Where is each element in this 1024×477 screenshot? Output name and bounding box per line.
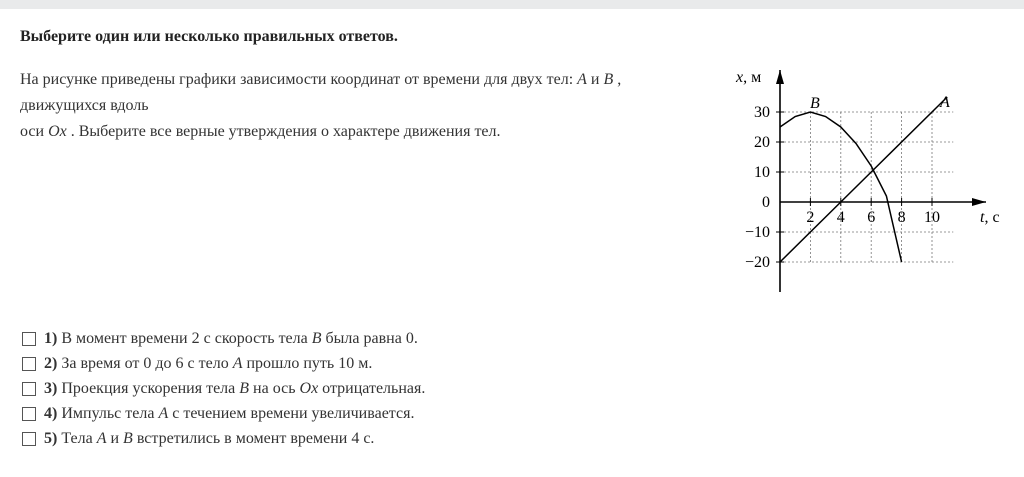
series-line-b — [780, 112, 902, 262]
x-tick-label: 6 — [867, 209, 876, 226]
y-tick-label: 10 — [754, 164, 770, 181]
answer-option-5[interactable] — [22, 426, 425, 451]
answer-checkbox-3[interactable] — [22, 382, 36, 396]
option-text-part: Тела — [61, 429, 97, 447]
option-text-part: и — [106, 429, 124, 447]
series-line-a — [780, 97, 947, 262]
question-line2: движущихся вдоль — [20, 97, 149, 114]
option-text-part: Ox — [299, 379, 319, 397]
question-part4: . Выберите все верные утверждения о характере движения тел. — [70, 123, 501, 140]
y-tick-label: −10 — [744, 224, 770, 241]
y-tick-label: 30 — [754, 104, 770, 121]
question-part1: На рисунке приведены графики зависимости координат от времени для двух тел: — [20, 71, 578, 88]
series-label-a: A — [940, 94, 950, 111]
option-text-part: отрицательная. — [318, 379, 426, 397]
x-axis-arrow — [972, 198, 986, 206]
answer-checkbox-1[interactable] — [22, 332, 36, 346]
y-axis-label — [735, 69, 761, 86]
option-text — [61, 430, 374, 448]
option-text-part: A — [96, 429, 107, 447]
x-tick-label: 2 — [806, 209, 815, 226]
option-number: 3) — [44, 379, 58, 397]
answer-checkbox-4[interactable] — [22, 407, 36, 421]
option-text-part: Проекция ускорения тела — [61, 379, 240, 397]
answer-option-2[interactable] — [22, 351, 425, 376]
option-text-part: B — [239, 379, 250, 397]
y-axis-label-var: x — [736, 69, 744, 86]
x-axis-label — [980, 209, 1000, 226]
option-number: 4) — [44, 404, 58, 422]
option-text-part: Импульс тела — [61, 404, 159, 422]
answer-option-4[interactable] — [22, 401, 425, 426]
question-part2: , — [617, 71, 622, 88]
y-tick-label: 0 — [762, 194, 770, 211]
graph-axes — [776, 70, 986, 292]
option-text-part: B — [311, 329, 322, 347]
body-a-name: A — [577, 71, 587, 88]
question-text — [20, 67, 720, 145]
series-label-b: B — [810, 95, 820, 112]
y-tick-label: −20 — [744, 254, 770, 271]
option-text-part: встретились в момент времени 4 с. — [132, 429, 375, 447]
question-part3: оси — [20, 123, 49, 140]
answer-checkbox-2[interactable] — [22, 357, 36, 371]
option-text-part: была равна 0. — [321, 329, 418, 347]
option-number: 2) — [44, 354, 58, 372]
graph-series — [780, 97, 947, 262]
option-text-part: A — [232, 354, 243, 372]
x-tick-label: 10 — [924, 209, 940, 226]
y-axis-label-unit: , м — [743, 69, 762, 86]
option-text — [61, 405, 414, 423]
coordinate-time-graph — [730, 62, 1010, 297]
option-text-part: прошло путь 10 м. — [242, 354, 373, 372]
option-text — [61, 330, 418, 348]
graph-grid — [780, 112, 953, 262]
option-number: 5) — [44, 429, 58, 447]
instruction-text: Выберите один или несколько правильных ответов. — [20, 28, 398, 45]
option-text-part: с течением времени увеличивается. — [168, 404, 415, 422]
y-axis-arrow — [776, 70, 784, 84]
graph-labels — [735, 69, 1000, 271]
answer-option-1[interactable] — [22, 326, 425, 351]
body-b-name: B — [603, 71, 614, 88]
answer-option-3[interactable] — [22, 376, 425, 401]
option-text-part: на ось — [249, 379, 300, 397]
x-tick-label: 8 — [897, 209, 906, 226]
option-text — [61, 380, 425, 398]
option-text-part: В момент времени 2 с скорость тела — [61, 329, 312, 347]
top-bar — [0, 0, 1024, 9]
x-tick-label: 4 — [836, 209, 845, 226]
option-text-part: B — [123, 429, 133, 447]
y-tick-label: 20 — [754, 134, 770, 151]
axis-name: Ox — [48, 123, 67, 140]
question-and: и — [590, 71, 604, 88]
x-axis-label-var: t — [980, 209, 985, 226]
answer-options — [22, 326, 425, 451]
option-text-part: За время от 0 до 6 с тело — [61, 354, 233, 372]
option-text-part: A — [158, 404, 169, 422]
answer-checkbox-5[interactable] — [22, 432, 36, 446]
option-text — [61, 355, 372, 373]
option-number: 1) — [44, 329, 58, 347]
x-axis-label-unit: , с — [984, 209, 1000, 226]
